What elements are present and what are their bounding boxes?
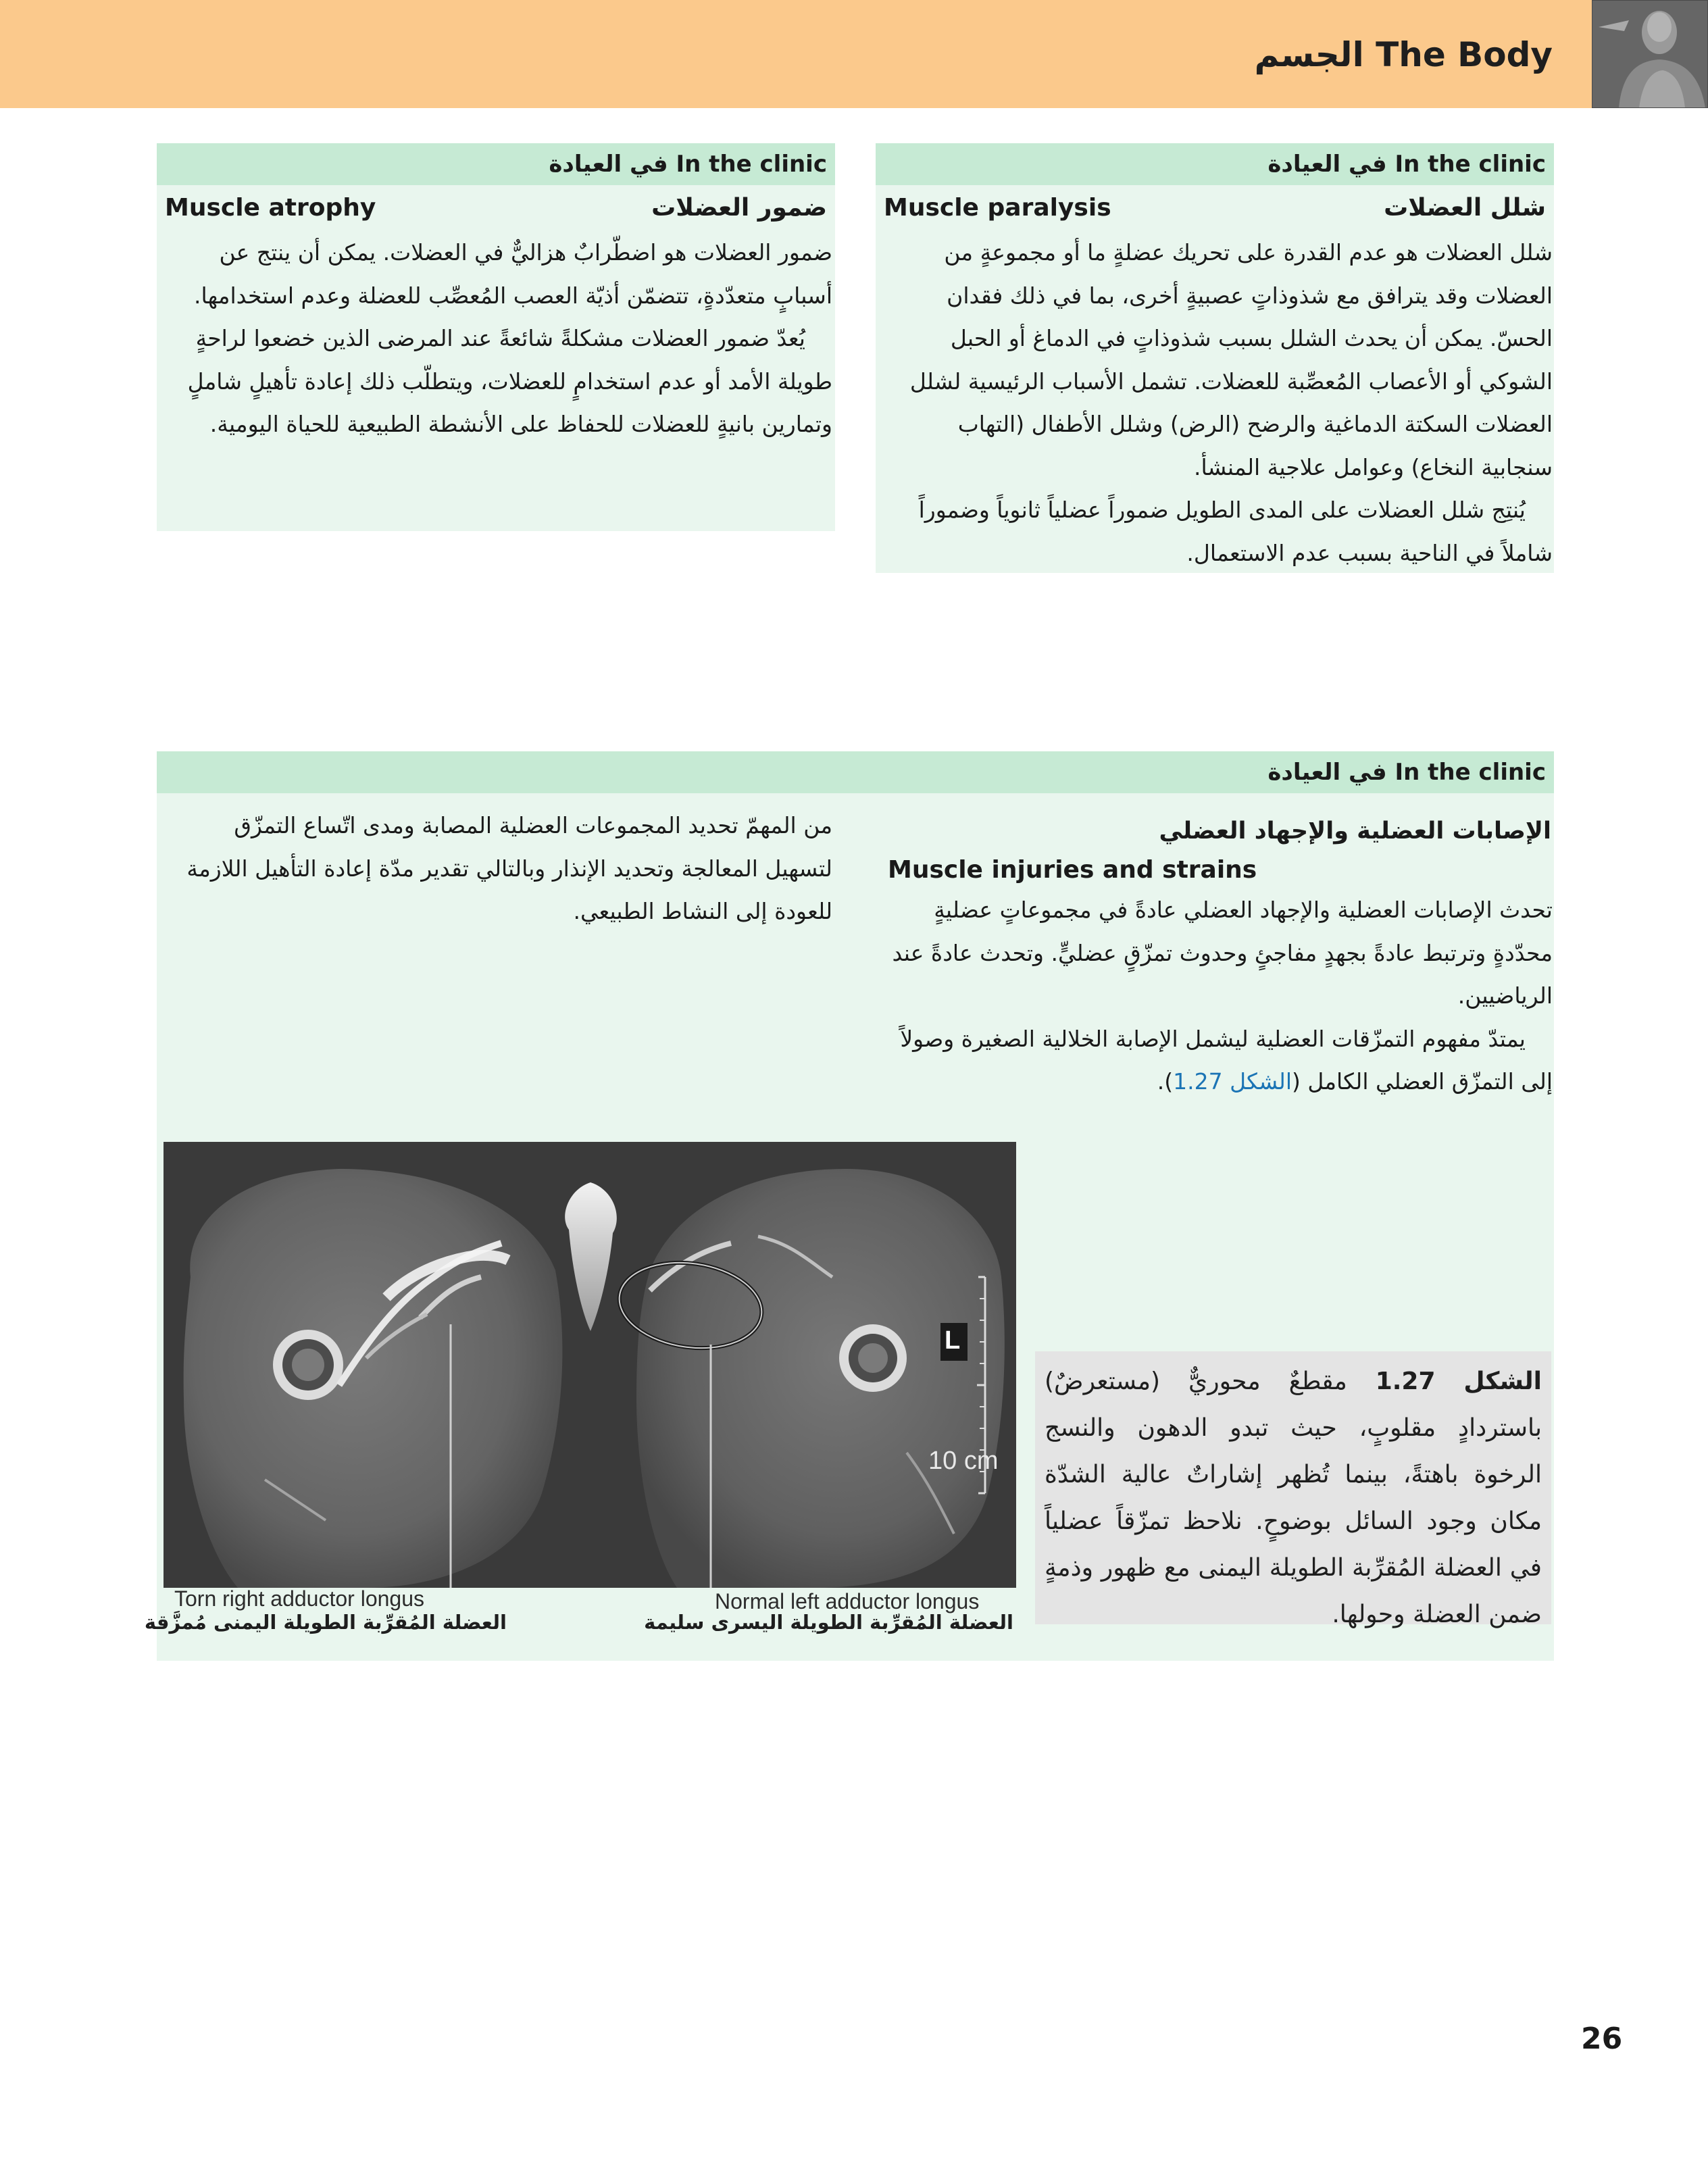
box-subtitle-row — [876, 188, 1554, 228]
caption-text: مقطعٌ محوريٌّ (مستعرضٌ) باستردادٍ مقلوبٍ، حيث تبدو الدهون والنسج الرخوة باهتةً، بينما تُظهر إشاراتٌ عالية الشدّة مكان وجود السائل بوضوحٍ. نلاحظ تمزّقاً عضلياً في العضلة المُقرِّبة الطويلة اليمنى مع ظهور وذمةٍ ضمن العضلة وحولها. — [1045, 1368, 1542, 1628]
orientation-marker: L — [945, 1326, 961, 1355]
box-title-arabic: ضمور العضلات — [651, 194, 827, 222]
box-subtitle-row — [157, 188, 835, 228]
paragraph: ضمور العضلات هو اضطّرابٌ هزاليٌّ في العضلات. يمكن أن ينتج عن أسبابٍ متعدّدةٍ، تتضمّن أذيّة العصب المُعصِّب للعضلة وعدم استخدامها. — [194, 239, 832, 309]
anatomy-figure-icon — [1592, 0, 1708, 108]
caption-label: الشكل — [1463, 1368, 1542, 1395]
paragraph — [885, 1018, 1553, 1103]
page-header-title: The Body الجسم — [1254, 35, 1553, 74]
box-header: In the clinic في العيادة — [157, 751, 1554, 793]
box-title-arabic: شلل العضلات — [1384, 194, 1546, 222]
box-body-text-left — [162, 804, 832, 933]
figure-caption — [1045, 1358, 1542, 1638]
box-header: In the clinic في العيادة — [876, 143, 1554, 185]
box-body-text — [885, 231, 1553, 574]
box-title-english: Muscle paralysis — [884, 194, 1111, 222]
paragraph: يُنتِج شلل العضلات على المدى الطويل ضموراً عضلياً ثانوياً وضموراً شاملاً في الناحية بسبب عدم الاستعمال. — [918, 497, 1553, 566]
paragraph: من المهمّ تحديد المجموعات العضلية المصابة ومدى اتّساع التمزّق لتسهيل المعالجة وتحديد الإنذار وبالتالي تقدير مدّة إعادة التأهيل اللازمة للعودة إلى النشاط الطبيعي. — [186, 812, 832, 924]
box-header: In the clinic في العيادة — [157, 143, 835, 185]
box-body-text — [162, 231, 832, 446]
caption-number: 1.27 — [1375, 1368, 1436, 1395]
scale-label: 10 cm — [928, 1447, 999, 1475]
mri-axial-thigh-image — [164, 1142, 1016, 1588]
box-title-english: Muscle injuries and strains — [888, 856, 1257, 884]
paragraph-text: ). — [1157, 1068, 1174, 1095]
paragraph: شلل العضلات هو عدم القدرة على تحريك عضلةٍ ما أو مجموعةٍ من العضلات وقد يترافق مع شذوذاتٍ عصبيةٍ أخرى، بما في ذلك فقدان الحسّ. يمكن أن يحدث الشلل بسبب شذوذاتٍ في الدماغ أو الحبل الشوكي أو الأعصاب المُعصِّبة للعضلات. تشمل الأسباب الرئيسية لشلل العضلات السكتة الدماغية والرضح (الرض) وشلل الأطفال (التهاب سنجابية النخاع) وعوامل علاجية المنشأ. — [909, 239, 1553, 480]
box-body-text — [885, 888, 1553, 1103]
label-torn-right-adductor-arabic: العضلة المُقرِّبة الطويلة اليمنى مُمزَّقة — [144, 1611, 507, 1634]
label-normal-left-adductor: Normal left adductor longus — [715, 1589, 980, 1613]
figure-reference-link[interactable]: الشكل 1.27 — [1173, 1068, 1292, 1095]
paragraph: تحدث الإصابات العضلية والإجهاد العضلي عادةً في مجموعاتٍ عضليةٍ محدّدةٍ وترتبط عادةً بجهدٍ مفاجئٍ وحدوث تمزّقٍ عضليٍّ. وتحدث عادةً عند الرياضيين. — [892, 897, 1553, 1009]
label-torn-right-adductor: Torn right adductor longus — [174, 1586, 424, 1611]
box-title-arabic: الإصابات العضلية والإجهاد العضلي — [1159, 818, 1551, 845]
label-normal-left-adductor-arabic: العضلة المُقرِّبة الطويلة اليسرى سليمة — [644, 1611, 1013, 1634]
box-title-english: Muscle atrophy — [165, 194, 376, 222]
figure-caption-box — [1035, 1351, 1551, 1628]
paragraph-text: يمتدّ مفهوم التمزّقات العضلية ليشمل الإصابة الخلالية الصغيرة وصولاً إلى التمزّق العضلي الكامل ( — [900, 1025, 1553, 1095]
paragraph: يُعدّ ضمور العضلات مشكلةً شائعةً عند المرضى الذين خضعوا لراحةٍ طويلة الأمد أو عدم استخدامٍ للعضلات، ويتطلّب ذلك إعادة تأهيلٍ شاملٍ وتمارين بانيةٍ للعضلات للحفاظ على الأنشطة الطبيعية للحياة اليومية. — [187, 325, 832, 437]
page-number: 26 — [1581, 2022, 1623, 2056]
